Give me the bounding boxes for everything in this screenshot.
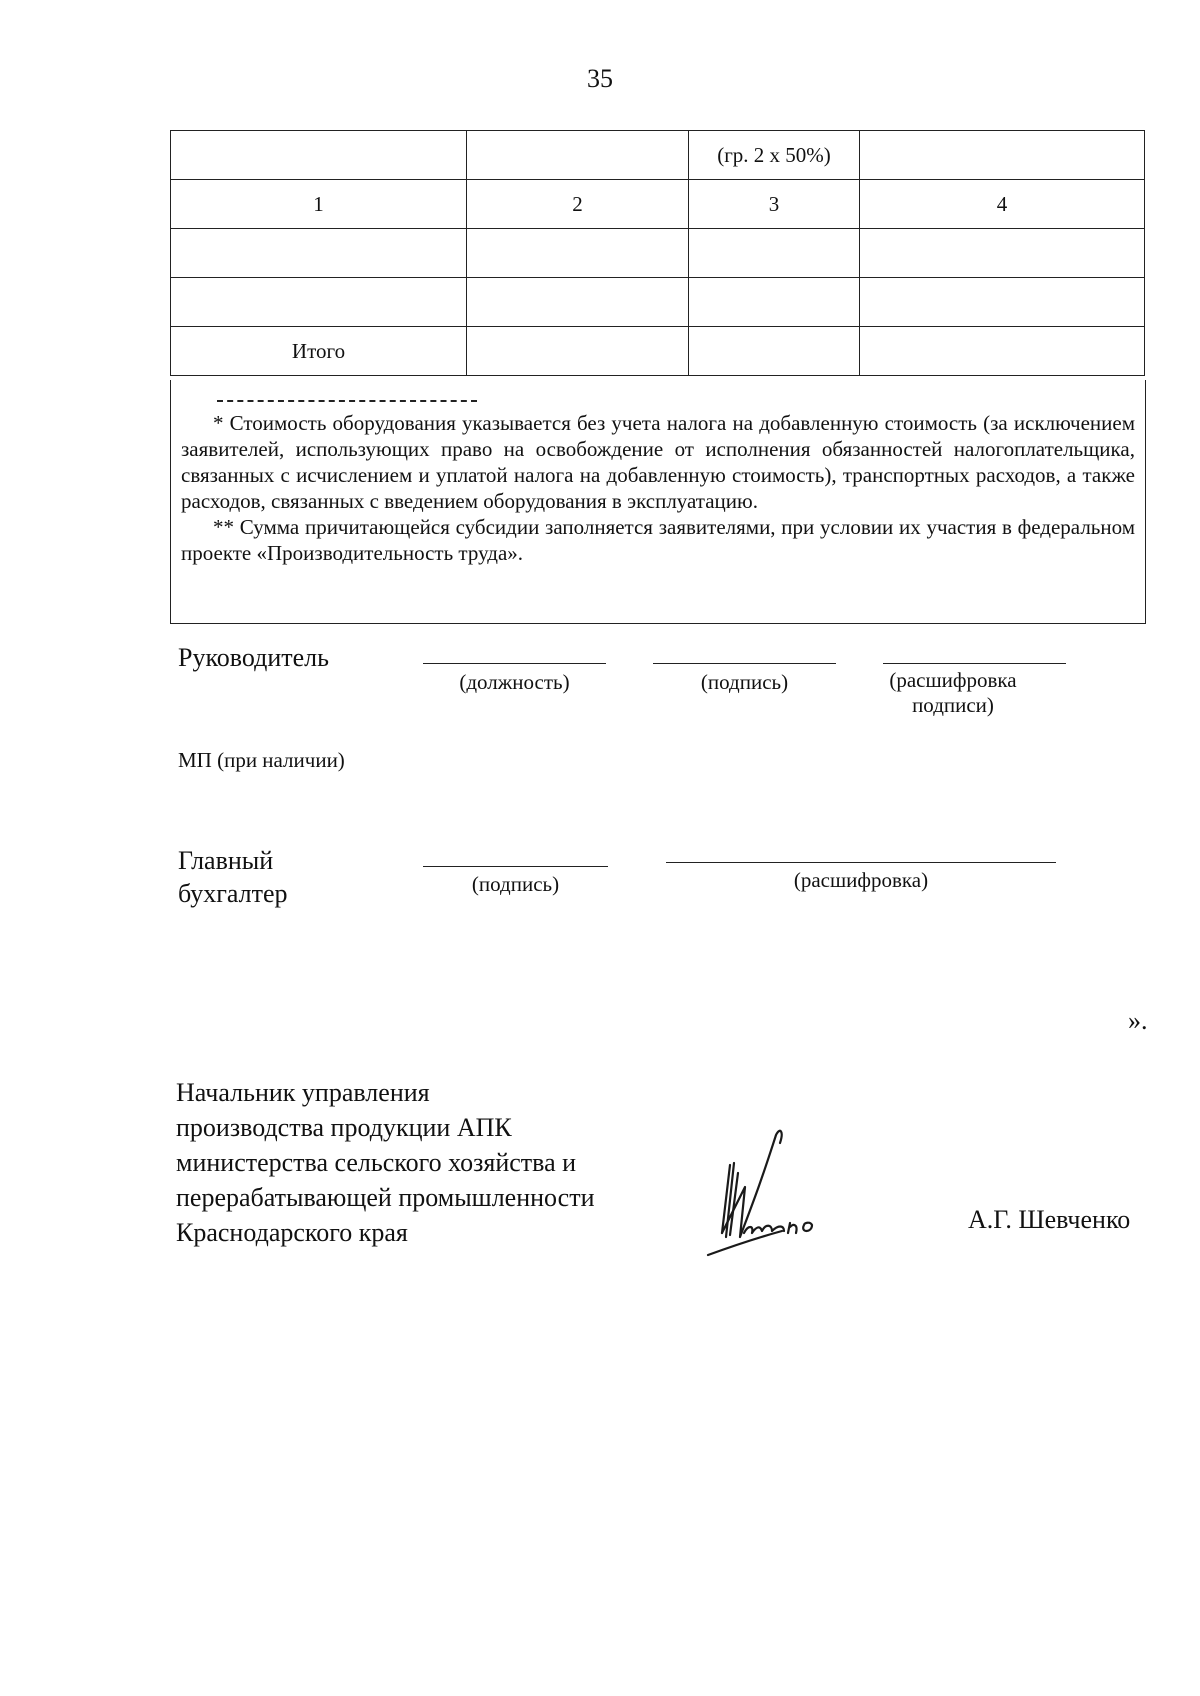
- accountant-label-1: Главный: [178, 846, 274, 875]
- official-title-line: Начальник управления: [176, 1078, 430, 1107]
- table-cell: [689, 229, 860, 278]
- page-number: 35: [587, 64, 613, 93]
- position-caption: (должность): [459, 670, 570, 694]
- accountant-label-2: бухгалтер: [178, 879, 288, 908]
- stamp-label: МП (при наличии): [178, 748, 345, 772]
- decoding-line: [883, 663, 1066, 664]
- table-cell: [860, 131, 1145, 180]
- official-title-line: министерства сельского хозяйства и: [176, 1148, 577, 1177]
- table-cell: [467, 278, 689, 327]
- table-cell: [171, 229, 467, 278]
- table-row: [171, 278, 1145, 327]
- table-cell: 2: [467, 180, 689, 229]
- table-cell: [860, 229, 1145, 278]
- table-row: [171, 229, 1145, 278]
- signature-caption: (подпись): [700, 670, 789, 694]
- signature-line: [653, 663, 836, 664]
- official-name: А.Г. Шевченко: [968, 1205, 1131, 1234]
- table-cell: 3: [689, 180, 860, 229]
- official-title-line: Краснодарского края: [176, 1218, 408, 1247]
- table-cell: [689, 278, 860, 327]
- total-label: Итого: [171, 327, 467, 376]
- official-title-line: перерабатывающей промышленности: [176, 1183, 595, 1212]
- accountant-decoding-line: [666, 862, 1056, 863]
- table-cell: 1: [171, 180, 467, 229]
- official-title-line: производства продукции АПК: [176, 1113, 512, 1142]
- table-cell: (гр. 2 х 50%): [689, 131, 860, 180]
- decoding-caption: (расшифровка подписи): [889, 668, 1017, 717]
- closing-quote: ».: [1128, 1006, 1148, 1035]
- footnote-2: ** Сумма причитающейся субсидии заполняется заявителями, при условии их участия в федеральном проекте «Производительность труда».: [181, 515, 1135, 565]
- table-cell: [467, 327, 689, 376]
- accountant-signature-line: [423, 866, 608, 867]
- accountant-decoding-caption: (расшифровка): [793, 868, 929, 892]
- head-label: Руководитель: [178, 643, 329, 672]
- table-total-row: [171, 327, 1145, 376]
- footnote-1: * Стоимость оборудования указывается без учета налога на добавленную стоимость (за исключением заявителей, использующих право на освобождение от исполнения обязанностей налогоплательщика, связанных с исчислением и уплатой налога на добавленную стоимость), транспортных расходов, а также расходов, связанных с введением оборудования в эксплуатацию.: [181, 411, 1135, 513]
- table-cell: [860, 327, 1145, 376]
- table-cell: [689, 327, 860, 376]
- position-line: [423, 663, 606, 664]
- table-numbers-row: [171, 180, 1145, 229]
- table-cell: [171, 278, 467, 327]
- table-cell: [860, 278, 1145, 327]
- table-cell: 4: [860, 180, 1145, 229]
- accountant-signature-caption: (подпись): [471, 872, 560, 896]
- footnotes-box: [170, 380, 1146, 624]
- data-table: [170, 130, 1145, 376]
- table-cell: [467, 131, 689, 180]
- table-cell: [171, 131, 467, 180]
- handwritten-signature: [700, 1125, 860, 1265]
- table-cell: [467, 229, 689, 278]
- official-title: [176, 1075, 595, 1250]
- footnote-separator: [181, 380, 1135, 410]
- table-header-row: [171, 131, 1145, 180]
